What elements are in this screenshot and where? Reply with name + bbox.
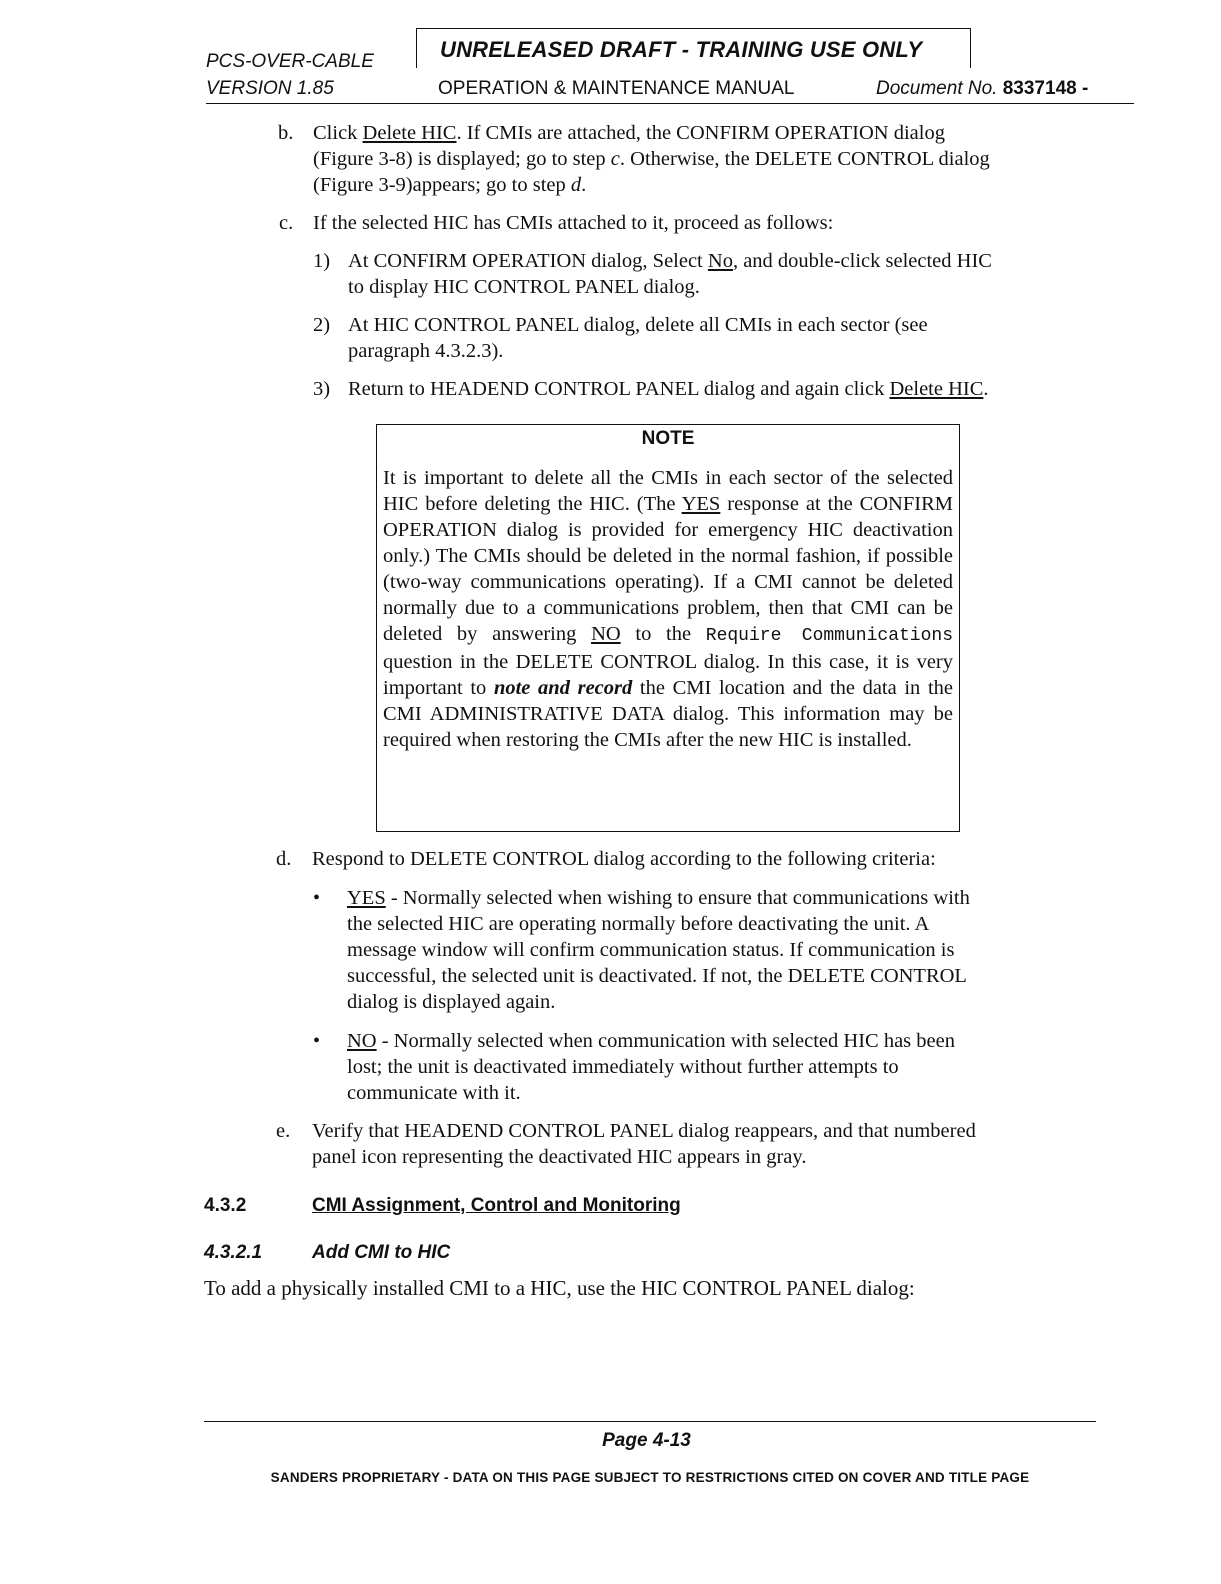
step-b-line-2 bbox=[313, 146, 990, 172]
proprietary-notice: SANDERS PROPRIETARY - DATA ON THIS PAGE SUBJECT TO RESTRICTIONS CITED ON COVER AND TITLE PAGE bbox=[270, 1470, 1030, 1485]
substep-1-line-2: to display HIC CONTROL PANEL dialog. bbox=[348, 276, 700, 298]
note-yes-ref: YES bbox=[681, 493, 721, 515]
bullet-yes-line-3: message window will confirm communication status. If communication is bbox=[347, 939, 955, 961]
substep-3-text: . bbox=[983, 378, 989, 400]
bullet-yes-line-4: successful, the selected unit is deactivated. If not, the DELETE CONTROL bbox=[347, 965, 967, 987]
note-text: question in the DELETE CONTROL dialog. In this case, it is very important to bbox=[383, 651, 953, 699]
step-b-text: . bbox=[581, 174, 587, 196]
note-text: to the bbox=[620, 623, 706, 645]
step-ref-d: d bbox=[570, 174, 582, 196]
step-b-line-1 bbox=[313, 120, 945, 146]
section-intro: To add a physically installed CMI to a HIC, use the HIC CONTROL PANEL dialog: bbox=[204, 1276, 915, 1300]
note-title: NOTE bbox=[641, 428, 695, 449]
bullet-icon: • bbox=[313, 1030, 321, 1052]
step-b-text: . Otherwise, the DELETE CONTROL dialog bbox=[619, 148, 990, 170]
section-title: CMI Assignment, Control and Monitoring bbox=[312, 1195, 681, 1216]
note-code-text: Require Communications bbox=[705, 626, 953, 646]
product-name: PCS-OVER-CABLE bbox=[206, 51, 374, 72]
yes-option: YES bbox=[347, 887, 386, 909]
note-text: response at the CONFIRM OPERATION dialog is provided for emergency HIC deactivation only.) The CMIs should be deleted in the normal fashion, if possible (two-way communications operating). If a CMI cannot be deleted normally due to a communications problem, then that CMI can be deleted by answering bbox=[383, 493, 953, 645]
step-b-text: (Figure 3-9)appears; go to step bbox=[313, 174, 571, 196]
substep-1-text: , and double-click selected HIC bbox=[732, 250, 992, 272]
step-c-text: If the selected HIC has CMIs attached to it, proceed as follows: bbox=[313, 212, 834, 234]
substep-1-text: At CONFIRM OPERATION dialog, Select bbox=[348, 250, 708, 272]
bullet-no-line-1 bbox=[347, 1028, 955, 1054]
substep-1-line-1 bbox=[348, 248, 992, 274]
header-rule bbox=[206, 103, 1134, 104]
note-text: the CMI location and the data in the CMI ADMINISTRATIVE DATA dialog. This information may be required when restoring the CMIs after the new HIC is installed. bbox=[383, 677, 953, 751]
bullet-no-line-2: lost; the unit is deactivated immediately without further attempts to bbox=[347, 1056, 899, 1078]
substep-2-line-1: At HIC CONTROL PANEL dialog, delete all CMIs in each sector (see bbox=[348, 314, 928, 336]
substep-1-label: 1) bbox=[313, 250, 331, 272]
substep-3-line-1 bbox=[348, 376, 989, 402]
delete-hic-link[interactable]: Delete HIC bbox=[362, 122, 457, 144]
document-number-value: 8337148 - bbox=[1002, 78, 1089, 99]
step-ref-c: c bbox=[610, 148, 620, 170]
substep-3-label: 3) bbox=[313, 378, 331, 400]
step-c-label: c. bbox=[279, 212, 294, 234]
bullet-yes-line-1 bbox=[347, 885, 970, 911]
no-option-link[interactable]: No bbox=[707, 250, 733, 272]
note-emphasis: note and record bbox=[493, 677, 633, 699]
step-e-line-1: Verify that HEADEND CONTROL PANEL dialog reappears, and that numbered bbox=[312, 1120, 976, 1142]
substep-2-line-2: paragraph 4.3.2.3). bbox=[348, 340, 504, 362]
subsection-number: 4.3.2.1 bbox=[204, 1242, 263, 1263]
step-b-text: . If CMIs are attached, the CONFIRM OPERATION dialog bbox=[456, 122, 945, 144]
page-number: Page 4-13 bbox=[602, 1430, 691, 1451]
bullet-yes-line-5: dialog is displayed again. bbox=[347, 991, 556, 1013]
version-label: VERSION 1.85 bbox=[206, 78, 334, 99]
note-text: It is important to delete all the CMIs in each sector of the selected HIC before deleting the HIC. (The bbox=[383, 467, 953, 515]
substep-2-label: 2) bbox=[313, 314, 331, 336]
step-e-label: e. bbox=[276, 1120, 291, 1142]
note-no-ref: NO bbox=[591, 623, 621, 645]
bullet-no-line-3: communicate with it. bbox=[347, 1082, 521, 1104]
substep-3-text: Return to HEADEND CONTROL PANEL dialog and again click bbox=[348, 378, 890, 400]
step-b-text: Click bbox=[313, 122, 363, 144]
step-b-label: b. bbox=[278, 122, 294, 144]
step-e-line-2: panel icon representing the deactivated HIC appears in gray. bbox=[312, 1146, 807, 1168]
bullet-icon: • bbox=[313, 887, 321, 909]
manual-title: OPERATION & MAINTENANCE MANUAL bbox=[438, 78, 795, 99]
no-option: NO bbox=[347, 1030, 377, 1052]
document-number bbox=[876, 78, 1088, 100]
document-number-label: Document No. bbox=[876, 78, 998, 99]
bullet-yes-text: - Normally selected when wishing to ensure that communications with bbox=[385, 887, 970, 909]
subsection-title: Add CMI to HIC bbox=[312, 1242, 451, 1263]
draft-banner: UNRELEASED DRAFT - TRAINING USE ONLY bbox=[440, 37, 923, 62]
note-body bbox=[383, 465, 953, 753]
section-number: 4.3.2 bbox=[204, 1195, 247, 1216]
bullet-yes-line-2: the selected HIC are operating normally before deactivating the unit. A bbox=[347, 913, 930, 935]
step-b-text: (Figure 3-8) is displayed; go to step bbox=[313, 148, 611, 170]
bullet-no-text: - Normally selected when communication with selected HIC has been bbox=[376, 1030, 955, 1052]
step-b-line-3 bbox=[313, 172, 586, 198]
footer-rule bbox=[204, 1421, 1096, 1422]
step-d-text: Respond to DELETE CONTROL dialog according to the following criteria: bbox=[312, 848, 936, 870]
step-d-label: d. bbox=[276, 848, 292, 870]
delete-hic-link-2[interactable]: Delete HIC bbox=[889, 378, 984, 400]
